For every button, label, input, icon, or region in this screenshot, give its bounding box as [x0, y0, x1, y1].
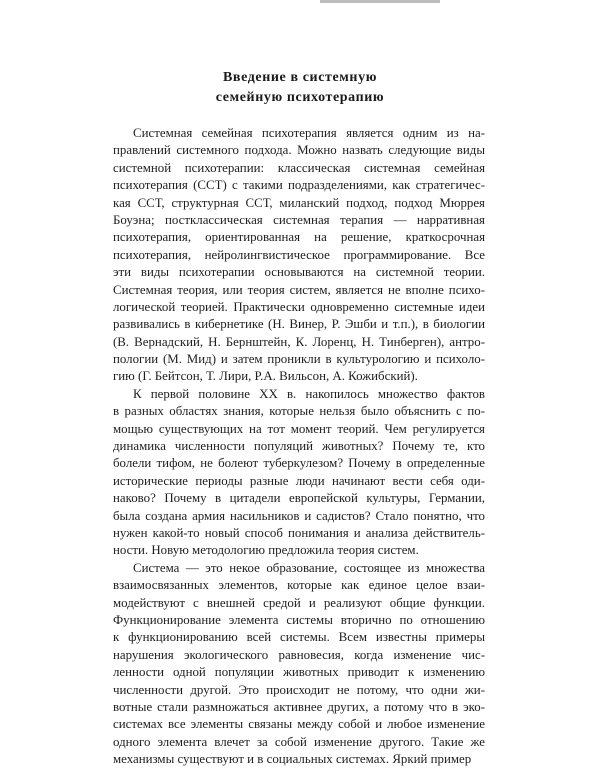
text-line: правлений системного подхода. Можно назвать следующие виды — [113, 143, 485, 158]
chapter-title-line-2: семейную психотерапию — [215, 90, 385, 105]
text-line: системах все элементы связаны между собой и любое изменение — [113, 717, 485, 732]
text-line: Функционирование элемента системы вторично по отношению — [113, 612, 485, 627]
text-line: взаимосвязанных элементов, которые как единое целое взаи- — [113, 578, 485, 593]
text-line: к функционированию всей системы. Всем известны примеры — [113, 630, 485, 645]
text-line: в разных областях знания, которые нельзя было объяснить с по- — [113, 404, 485, 419]
text-line: развивались в кибернетике (Н. Винер, Р. Эшби и т.п.), в биологии — [113, 317, 485, 332]
text-line: логической теорией. Практически одновременно системные идеи — [113, 299, 485, 314]
text-line: К первой половине XX в. накопилось множество фактов — [133, 386, 485, 401]
paragraph — [113, 386, 485, 560]
text-line: ленности одной популяции животных приводит к изменению — [113, 665, 485, 680]
text-line: гию (Г. Бейтсон, Т. Лири, Р.А. Вильсон, А. Кожибский). — [113, 369, 418, 384]
body-text — [113, 125, 485, 768]
text-line: Боуэна; постклассическая системная терапия — нарративная — [113, 212, 485, 227]
text-line: модействуют с внешней средой и реализуют общие функции. — [113, 595, 485, 610]
text-line: психотерапия, ориентированная на решение, краткосрочная — [113, 230, 485, 245]
text-line: пологии (М. Мид) и затем проникли в культурологию и психоло- — [113, 352, 485, 367]
text-line: болели тифом, не болеют туберкулезом? Почему в определенные — [113, 456, 485, 471]
paragraph — [113, 560, 485, 768]
text-line: ности. Новую методологию предложила теория систем. — [113, 543, 419, 558]
text-line: Системная семейная психотерапия является одним из на- — [133, 126, 485, 140]
text-line: механизмы существуют и в социальных системах. Яркий пример — [113, 752, 472, 767]
chapter-title — [0, 68, 600, 108]
text-line: мощью существующих на тот момент теорий. Чем регулируется — [113, 421, 485, 436]
text-line: численности другой. Это происходит не потому, что одни жи- — [113, 682, 485, 697]
paragraph — [113, 125, 485, 386]
chapter-title-line-1: Введение в системную — [222, 70, 378, 85]
text-line: наково? Почему в цитадели европейской культуры, Германии, — [113, 491, 485, 506]
top-edge-rule — [320, 0, 440, 3]
text-line: Система — это некое образование, состоящее из множества — [133, 560, 485, 575]
text-line: (В. Вернадский, Н. Бернштейн, К. Лоренц, Н. Тинберген), антро- — [113, 334, 485, 349]
text-line: одного элемента влечет за собой изменение другого. Такие же — [113, 734, 485, 749]
text-line: психотерапия, нейролингвистическое программирование. Все — [113, 247, 485, 262]
text-line: вотные стали размножаться активнее других, а потому что в эко- — [113, 699, 485, 714]
text-line: была создана армия насильников и садистов? Стало понятно, что — [113, 508, 485, 523]
text-line: эти виды психотерапии основываются на системной теории. — [113, 265, 485, 280]
text-line: динамика численности популяций животных? Почему те, кто — [113, 439, 485, 454]
text-line: исторические периоды разные люди начинают вести себя оди- — [113, 473, 485, 488]
text-line: системной психотерапии: классическая системная семейная — [113, 160, 485, 175]
text-line: нарушения экологического равновесия, когда изменение чис- — [113, 647, 485, 662]
text-line: психотерапия (ССТ) с такими подразделениями, как стратегичес- — [113, 178, 485, 193]
text-line: Системная теория, или теория систем, является не вполне психо- — [113, 282, 485, 297]
text-line: кая ССТ, структурная ССТ, миланский подход, подход Мюррея — [113, 195, 485, 210]
text-line: нужен какой-то новый способ понимания и анализа действитель- — [113, 525, 485, 540]
